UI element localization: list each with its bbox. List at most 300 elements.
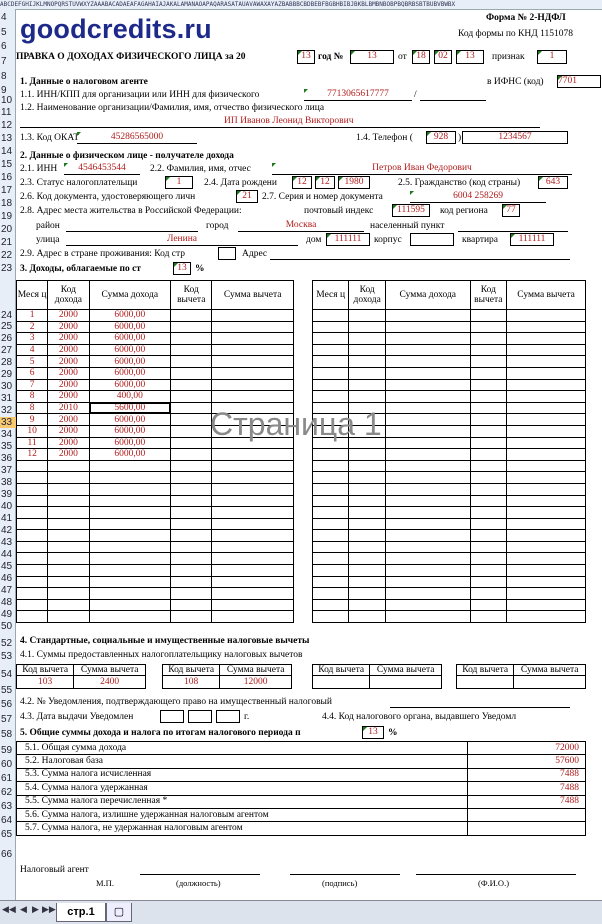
phone-field[interactable]: 1234567 bbox=[462, 131, 568, 144]
cell-deduction-sum[interactable] bbox=[212, 310, 294, 322]
row-number[interactable]: 40 bbox=[1, 501, 13, 512]
zip-field[interactable]: 111595 bbox=[392, 204, 430, 217]
table-row[interactable] bbox=[17, 472, 294, 484]
locality-label: населенный пункт bbox=[370, 221, 445, 231]
cell-deduction-sum[interactable] bbox=[212, 321, 294, 333]
cell-income-code[interactable]: 2000 bbox=[48, 449, 89, 461]
agent-name-underline bbox=[20, 115, 540, 128]
cell-income-code[interactable]: 2000 bbox=[48, 321, 89, 333]
row-number[interactable]: 66 bbox=[1, 849, 13, 860]
table-row[interactable] bbox=[17, 321, 294, 333]
col-deduction-sum: Сумма вычета bbox=[220, 665, 292, 676]
row-number[interactable]: 24 bbox=[1, 310, 13, 321]
page-watermark: Страница 1 bbox=[210, 406, 382, 442]
cell-month[interactable]: 7 bbox=[17, 379, 48, 391]
row-number[interactable]: 31 bbox=[1, 393, 13, 404]
apartment-field[interactable]: 111111 bbox=[510, 233, 554, 246]
table-row[interactable] bbox=[17, 565, 294, 577]
row-number[interactable]: 60 bbox=[1, 759, 13, 770]
row-number[interactable]: 46 bbox=[1, 573, 13, 584]
row-number[interactable]: 30 bbox=[1, 381, 13, 392]
fio-field[interactable]: Петров Иван Федорович bbox=[272, 163, 572, 175]
row-number[interactable]: 35 bbox=[1, 441, 13, 452]
row-number[interactable]: 4 bbox=[1, 12, 7, 23]
total-value[interactable]: 7488 bbox=[468, 768, 586, 781]
tax-agent-label: Налоговый агент bbox=[20, 865, 89, 875]
doc-code-label: 2.6. Код документа, удостоверяющего личн bbox=[20, 192, 196, 202]
apartment-label: квартира bbox=[462, 235, 499, 245]
year-suffix: г. bbox=[244, 712, 250, 722]
row-number[interactable]: 23 bbox=[1, 263, 13, 274]
position-caption: (должность) bbox=[176, 878, 221, 888]
row-number[interactable]: 26 bbox=[1, 333, 13, 344]
row-number[interactable]: 57 bbox=[1, 714, 13, 725]
signature-field[interactable] bbox=[290, 862, 400, 875]
notice-number-label: 4.2. № Уведомления, подтверждающего право на имущественный налоговый bbox=[20, 697, 333, 707]
col-deduction-code: Код вычета bbox=[470, 281, 507, 310]
row-number[interactable]: 41 bbox=[1, 513, 13, 524]
cell-deduction-sum[interactable]: 12000 bbox=[220, 676, 292, 689]
cell-income-sum[interactable]: 6000,00 bbox=[89, 414, 171, 426]
table-row[interactable] bbox=[17, 553, 294, 565]
col-deduction-code: Код вычета bbox=[163, 665, 220, 676]
form-number: Форма № 2-НДФЛ bbox=[486, 13, 566, 23]
cell-deduction-sum[interactable]: 2400 bbox=[74, 676, 146, 689]
total-label: 5.6. Сумма налога, излишне удержанная налоговым агентом bbox=[17, 808, 468, 821]
region-field[interactable]: 77 bbox=[502, 204, 520, 217]
cell-income-code[interactable]: 2000 bbox=[48, 437, 89, 449]
cell-deduction-code[interactable] bbox=[171, 356, 212, 368]
site-logo: goodcredits.ru bbox=[20, 14, 212, 44]
cell-income-code[interactable]: 2000 bbox=[48, 344, 89, 356]
row-number[interactable]: 25 bbox=[1, 321, 13, 332]
row-number[interactable]: 59 bbox=[1, 745, 13, 756]
cell-deduction-code[interactable] bbox=[171, 402, 212, 414]
cell-income-code[interactable]: 2000 bbox=[48, 391, 89, 403]
row-number[interactable]: 65 bbox=[1, 829, 13, 840]
cell-deduction-code[interactable]: 103 bbox=[17, 676, 74, 689]
phone-code-field[interactable]: 928 bbox=[426, 131, 456, 144]
cell-income-sum[interactable]: 400,00 bbox=[89, 391, 171, 403]
row-number[interactable]: 62 bbox=[1, 787, 13, 798]
col-deduction-sum: Сумма вычета bbox=[514, 665, 586, 676]
total-value[interactable] bbox=[468, 822, 586, 835]
phone-label: 1.4. Телефон ( bbox=[356, 133, 413, 143]
status-label: 2.3. Статус налогоплательщи bbox=[20, 178, 138, 188]
cell-month[interactable]: 10 bbox=[17, 425, 48, 437]
table-row[interactable] bbox=[17, 367, 294, 379]
table-row[interactable] bbox=[17, 611, 294, 623]
row-number[interactable]: 58 bbox=[1, 729, 13, 740]
row-number[interactable]: 64 bbox=[1, 815, 13, 826]
house-label: дом bbox=[306, 235, 322, 245]
table-row bbox=[17, 795, 586, 808]
col-deduction-sum: Сумма вычета bbox=[74, 665, 146, 676]
row-number[interactable]: 56 bbox=[1, 699, 13, 710]
row-number[interactable]: 14 bbox=[1, 146, 13, 157]
agent-name-field[interactable]: ИП Иванов Леонид Викторович bbox=[224, 116, 354, 126]
row-number[interactable]: 17 bbox=[1, 185, 13, 196]
cell-month[interactable]: 5 bbox=[17, 356, 48, 368]
row-number[interactable]: 63 bbox=[1, 801, 13, 812]
row-number[interactable]: 37 bbox=[1, 465, 13, 476]
cell-deduction-code[interactable] bbox=[171, 437, 212, 449]
row-number[interactable]: 52 bbox=[1, 638, 13, 649]
row-number[interactable]: 61 bbox=[1, 773, 13, 784]
row-number[interactable]: 9 bbox=[1, 85, 7, 96]
notice-number-field[interactable] bbox=[390, 696, 570, 708]
total-value[interactable] bbox=[468, 808, 586, 821]
cell-month[interactable]: 11 bbox=[17, 437, 48, 449]
total-value[interactable]: 57600 bbox=[468, 755, 586, 768]
table-row[interactable] bbox=[17, 449, 294, 461]
okato-field[interactable]: 45286565000 bbox=[77, 132, 197, 144]
deduction-table-3 bbox=[312, 664, 442, 689]
cell-income-sum[interactable]: 6000,00 bbox=[89, 344, 171, 356]
cell-deduction-sum[interactable] bbox=[212, 344, 294, 356]
ifns-label: в ИФНС (код) bbox=[487, 77, 544, 87]
row-number[interactable]: 5 bbox=[1, 27, 7, 38]
table-row[interactable] bbox=[17, 310, 294, 322]
row-number[interactable]: 54 bbox=[1, 669, 13, 680]
date-year-field[interactable]: 13 bbox=[456, 50, 484, 64]
doc-series-label: 2.7. Серия и номер документа bbox=[262, 192, 383, 202]
tax-authority-label: 4.4. Код налогового органа, выдавшего Уведомл bbox=[322, 712, 517, 722]
cell-month[interactable]: 4 bbox=[17, 344, 48, 356]
sign-field[interactable]: 1 bbox=[537, 50, 567, 64]
row-number[interactable]: 27 bbox=[1, 345, 13, 356]
deduction-table-2 bbox=[162, 664, 292, 689]
city-field[interactable]: Москва bbox=[238, 220, 364, 232]
row-number[interactable]: 43 bbox=[1, 537, 13, 548]
total-label: 5.3. Сумма налога исчисленная bbox=[17, 768, 468, 781]
table-row[interactable] bbox=[17, 344, 294, 356]
sheet-tab-bar bbox=[0, 900, 602, 924]
status-field[interactable]: 1 bbox=[165, 176, 193, 189]
abroad-country-field[interactable] bbox=[218, 247, 236, 260]
citizenship-field[interactable]: 643 bbox=[538, 176, 568, 189]
table-row bbox=[17, 768, 586, 781]
row-number[interactable]: 38 bbox=[1, 477, 13, 488]
row-number[interactable]: 28 bbox=[1, 357, 13, 368]
cell-income-sum[interactable]: 6000,00 bbox=[89, 310, 171, 322]
cell-deduction-sum[interactable] bbox=[212, 356, 294, 368]
income-table-right bbox=[312, 280, 586, 623]
cell-deduction-sum[interactable] bbox=[514, 676, 586, 689]
first-sheet-icon[interactable]: ◀◀ bbox=[2, 905, 16, 915]
cell-deduction-sum[interactable] bbox=[212, 367, 294, 379]
building-label: корпус bbox=[374, 235, 402, 245]
notice-date-label: 4.3. Дата выдачи Уведомлен bbox=[20, 712, 134, 722]
total-value[interactable]: 7488 bbox=[468, 795, 586, 808]
section-3-title: 3. Доходы, облагаемые по ст bbox=[20, 264, 141, 274]
birth-year-field[interactable]: 1980 bbox=[338, 176, 370, 189]
abroad-address-label: Адрес bbox=[242, 249, 268, 259]
row-number[interactable]: 47 bbox=[1, 585, 13, 596]
cell-income-sum[interactable]: 6000,00 bbox=[89, 379, 171, 391]
fio-label: 2.2. Фамилия, имя, отчес bbox=[150, 164, 251, 174]
row-number[interactable]: 8 bbox=[1, 71, 7, 82]
row-number[interactable]: 12 bbox=[1, 120, 13, 131]
inn-agent-label: 1.1. ИНН/КПП для организации или ИНН для физического bbox=[20, 90, 260, 100]
col-income-sum: Сумма дохода bbox=[89, 281, 171, 310]
locality-field[interactable] bbox=[458, 220, 568, 232]
cell-month[interactable]: 8 bbox=[17, 391, 48, 403]
cell-deduction-code[interactable] bbox=[171, 310, 212, 322]
table-row[interactable] bbox=[17, 495, 294, 507]
inn-agent-field[interactable]: 7713065617777 bbox=[304, 89, 412, 101]
table-row[interactable] bbox=[17, 588, 294, 600]
percent-sign-5: % bbox=[388, 728, 398, 738]
cell-income-code[interactable]: 2000 bbox=[48, 356, 89, 368]
abroad-label: 2.9. Адрес в стране проживания: Код стр bbox=[20, 249, 186, 259]
birth-month-field[interactable]: 12 bbox=[315, 176, 335, 189]
cell-deduction-code[interactable] bbox=[171, 321, 212, 333]
cell-income-code[interactable]: 2000 bbox=[48, 333, 89, 345]
table-row bbox=[17, 742, 586, 755]
row-number[interactable]: 18 bbox=[1, 198, 13, 209]
cell-income-sum[interactable]: 6000,00 bbox=[89, 425, 171, 437]
next-sheet-icon[interactable]: ▶ bbox=[32, 905, 39, 915]
address-label: 2.8. Адрес места жительства в Российской Федерации: bbox=[20, 206, 242, 216]
cell-month[interactable]: 9 bbox=[17, 414, 48, 426]
col-deduction-code: Код вычета bbox=[457, 665, 514, 676]
tax-rate-field[interactable]: 13 bbox=[173, 262, 191, 275]
row-number[interactable]: 13 bbox=[1, 133, 13, 144]
date-from-label: от bbox=[398, 52, 407, 62]
agent-name-label: 1.2. Наименование организации/Фамилия, имя, отчество физического лица bbox=[20, 103, 325, 113]
total-value[interactable]: 7488 bbox=[468, 782, 586, 795]
sign-label: признак bbox=[492, 52, 525, 62]
okato-label: 1.3. Код ОКАТ bbox=[20, 133, 80, 143]
col-income-sum: Сумма дохода bbox=[386, 281, 471, 310]
doc-code-field[interactable]: 21 bbox=[236, 190, 258, 203]
percent-sign: % bbox=[195, 264, 205, 274]
deductions-subtitle: 4.1. Суммы предоставленных налогоплательщику налоговых вычетов bbox=[20, 650, 303, 660]
col-deduction-code: Код вычета bbox=[171, 281, 212, 310]
col-income-code: Код дохода bbox=[48, 281, 89, 310]
row-number[interactable]: 53 bbox=[1, 651, 13, 662]
cell-deduction-sum[interactable] bbox=[212, 379, 294, 391]
cell-deduction-sum[interactable] bbox=[370, 676, 442, 689]
row-number[interactable]: 22 bbox=[1, 250, 13, 261]
cell-income-code[interactable]: 2000 bbox=[48, 379, 89, 391]
sheet-tab-page-1[interactable]: стр.1 bbox=[56, 903, 106, 922]
cell-income-sum[interactable]: 6000,00 bbox=[89, 367, 171, 379]
col-month: Меся ц bbox=[313, 281, 349, 310]
total-value[interactable]: 72000 bbox=[468, 742, 586, 755]
cell-deduction-code[interactable] bbox=[171, 333, 212, 345]
row-number[interactable]: 45 bbox=[1, 561, 13, 572]
table-row[interactable] bbox=[17, 356, 294, 368]
cell-deduction-code[interactable] bbox=[171, 344, 212, 356]
row-number[interactable]: 50 bbox=[1, 621, 13, 632]
date-day-field[interactable]: 18 bbox=[412, 50, 430, 64]
cell-deduction-code[interactable] bbox=[457, 676, 514, 689]
total-label: 5.1. Общая сумма дохода bbox=[17, 742, 468, 755]
notice-day-field[interactable] bbox=[160, 710, 184, 723]
citizenship-label: 2.5. Гражданство (код страны) bbox=[398, 178, 521, 188]
row-number[interactable]: 49 bbox=[1, 609, 13, 620]
street-field[interactable]: Ленина bbox=[66, 234, 298, 246]
notice-month-field[interactable] bbox=[188, 710, 212, 723]
row-number[interactable]: 16 bbox=[1, 172, 13, 183]
cell-income-code[interactable]: 2000 bbox=[48, 425, 89, 437]
cell-income-code[interactable]: 2000 bbox=[48, 367, 89, 379]
inn-person-label: 2.1. ИНН bbox=[20, 164, 58, 174]
city-label: город bbox=[206, 221, 229, 231]
col-income-code: Код дохода bbox=[349, 281, 386, 310]
cell-month[interactable]: 3 bbox=[17, 333, 48, 345]
knd-code: Код формы по КНД 1151078 bbox=[458, 29, 573, 39]
row-number[interactable]: 20 bbox=[1, 224, 13, 235]
col-deduction-code: Код вычета bbox=[17, 665, 74, 676]
table-row bbox=[17, 822, 586, 835]
birthdate-label: 2.4. Дата рождени bbox=[204, 178, 277, 188]
zip-label: почтовый индекс bbox=[304, 206, 374, 216]
row-number[interactable]: 19 bbox=[1, 211, 13, 222]
cell-deduction-code[interactable] bbox=[171, 449, 212, 461]
row-number[interactable]: 6 bbox=[1, 41, 7, 52]
row-number[interactable]: 21 bbox=[1, 237, 13, 248]
table-row bbox=[17, 782, 586, 795]
row-number[interactable]: 34 bbox=[1, 429, 13, 440]
cell-income-sum[interactable]: 6000,00 bbox=[89, 437, 171, 449]
doc-series-field[interactable]: 6004 258269 bbox=[410, 191, 546, 203]
row-headers[interactable] bbox=[0, 9, 16, 900]
tax-rate-5-field[interactable]: 13 bbox=[362, 726, 384, 739]
total-label: 5.2. Налоговая база bbox=[17, 755, 468, 768]
cell-income-code[interactable]: 2000 bbox=[48, 414, 89, 426]
form-title: ПРАВКА О ДОХОДАХ ФИЗИЧЕСКОГО ЛИЦА за 20 bbox=[16, 52, 246, 62]
table-row[interactable] bbox=[17, 576, 294, 588]
cell-income-sum[interactable]: 6000,00 bbox=[89, 356, 171, 368]
row-number[interactable]: 42 bbox=[1, 525, 13, 536]
table-row[interactable] bbox=[17, 333, 294, 345]
table-row[interactable] bbox=[17, 507, 294, 519]
kpp-field[interactable] bbox=[420, 89, 486, 101]
cell-income-code[interactable]: 2010 bbox=[48, 402, 89, 414]
abroad-address-field[interactable] bbox=[270, 248, 570, 260]
row-number[interactable]: 44 bbox=[1, 549, 13, 560]
deduction-table-1 bbox=[16, 664, 146, 689]
cell-deduction-code[interactable] bbox=[313, 676, 370, 689]
position-field[interactable] bbox=[140, 862, 260, 875]
cell-income-sum[interactable]: 6000,00 bbox=[89, 449, 171, 461]
row-number[interactable]: 11 bbox=[1, 107, 12, 118]
house-field[interactable]: 111111 bbox=[326, 233, 370, 246]
column-headers[interactable]: ABCDEFGHIJKLMNOPQRSTUVWXYZAAABACADAEAFAGAHAIAJAKALAMANAOAPAQARASATAUAVAWAXAYAZBABBBCBDBEBFBGBHBIBJBKBLBMBNBOBPBQBRBSBTBUBVBWBX bbox=[0, 0, 602, 10]
name-field[interactable] bbox=[416, 862, 576, 875]
cell-month[interactable]: 12 bbox=[17, 449, 48, 461]
year-field[interactable]: 13 bbox=[297, 50, 315, 64]
phone-paren: ) bbox=[458, 133, 462, 143]
cell-deduction-sum[interactable] bbox=[212, 391, 294, 403]
section-5-title: 5. Общие суммы дохода и налога по итогам налогового периода п bbox=[20, 728, 301, 738]
cell-deduction-code[interactable] bbox=[171, 414, 212, 426]
cell-income-sum[interactable]: 6000,00 bbox=[89, 333, 171, 345]
section-4-title: 4. Стандартные, социальные и имущественные налоговые вычеты bbox=[20, 636, 310, 646]
new-sheet-icon[interactable]: ▢ bbox=[106, 903, 132, 922]
table-row[interactable] bbox=[17, 530, 294, 542]
section-2-title: 2. Данные о физическом лице - получателе дохода bbox=[20, 151, 234, 161]
col-deduction-sum: Сумма вычета bbox=[212, 281, 294, 310]
cell-income-sum-selected[interactable]: 5600,00 bbox=[89, 402, 171, 414]
row-number[interactable]: 32 bbox=[1, 405, 13, 416]
cell-month[interactable]: 6 bbox=[17, 367, 48, 379]
col-deduction-sum: Сумма вычета bbox=[370, 665, 442, 676]
notice-year-field[interactable] bbox=[216, 710, 240, 723]
inn-person-field[interactable]: 4546453544 bbox=[64, 163, 140, 175]
inn-slash: / bbox=[414, 90, 417, 100]
table-row[interactable] bbox=[17, 599, 294, 611]
section-1-title: 1. Данные о налоговом агенте bbox=[20, 77, 148, 87]
table-row[interactable] bbox=[17, 379, 294, 391]
table-row bbox=[17, 808, 586, 821]
cell-deduction-code[interactable] bbox=[171, 425, 212, 437]
cell-deduction-sum[interactable] bbox=[212, 449, 294, 461]
cell-month[interactable]: 1 bbox=[17, 310, 48, 322]
row-number[interactable]: 7 bbox=[1, 56, 7, 67]
cell-deduction-code[interactable] bbox=[171, 379, 212, 391]
cell-month[interactable]: 2 bbox=[17, 321, 48, 333]
street-label: улица bbox=[36, 235, 60, 245]
row-number[interactable]: 39 bbox=[1, 489, 13, 500]
building-field[interactable] bbox=[410, 233, 454, 246]
number-label: год № bbox=[318, 52, 344, 62]
prev-sheet-icon[interactable]: ◀ bbox=[20, 905, 27, 915]
ifns-field[interactable]: 7701 bbox=[557, 75, 601, 88]
cell-income-code[interactable]: 2000 bbox=[48, 310, 89, 322]
col-month: Меся ц bbox=[17, 281, 48, 310]
table-row[interactable] bbox=[17, 541, 294, 553]
cell-deduction-code[interactable] bbox=[171, 367, 212, 379]
cell-deduction-code[interactable] bbox=[171, 391, 212, 403]
row-number-selected[interactable]: 33 bbox=[0, 417, 16, 428]
cell-deduction-sum[interactable] bbox=[212, 333, 294, 345]
row-number[interactable]: 55 bbox=[1, 685, 13, 696]
stamp-label: М.П. bbox=[96, 878, 114, 888]
col-deduction-sum: Сумма вычета bbox=[507, 281, 586, 310]
totals-table bbox=[16, 741, 586, 836]
date-month-field[interactable]: 02 bbox=[434, 50, 452, 64]
table-row[interactable] bbox=[17, 518, 294, 530]
table-row[interactable] bbox=[17, 460, 294, 472]
table-row bbox=[17, 755, 586, 768]
col-deduction-code: Код вычета bbox=[313, 665, 370, 676]
row-number[interactable]: 15 bbox=[1, 159, 13, 170]
district-field[interactable] bbox=[66, 220, 198, 232]
district-label: район bbox=[36, 221, 60, 231]
cell-income-sum[interactable]: 6000,00 bbox=[89, 321, 171, 333]
row-number[interactable]: 48 bbox=[1, 597, 13, 608]
signature-caption: (подпись) bbox=[322, 878, 358, 888]
deduction-table-4 bbox=[456, 664, 586, 689]
birth-day-field[interactable]: 12 bbox=[292, 176, 312, 189]
last-sheet-icon[interactable]: ▶▶ bbox=[42, 905, 56, 915]
total-label: 5.4. Сумма налога удержанная bbox=[17, 782, 468, 795]
number-field[interactable]: 13 bbox=[350, 50, 394, 64]
cell-month[interactable]: 8 bbox=[17, 402, 48, 414]
name-caption: (Ф.И.О.) bbox=[478, 878, 510, 888]
table-row[interactable] bbox=[17, 483, 294, 495]
total-label: 5.7. Сумма налога, не удержанная налоговым агентом bbox=[17, 822, 468, 835]
row-number[interactable]: 29 bbox=[1, 369, 13, 380]
table-row[interactable] bbox=[17, 391, 294, 403]
row-number[interactable]: 10 bbox=[1, 95, 13, 106]
row-number[interactable]: 36 bbox=[1, 453, 13, 464]
cell-deduction-code[interactable]: 108 bbox=[163, 676, 220, 689]
